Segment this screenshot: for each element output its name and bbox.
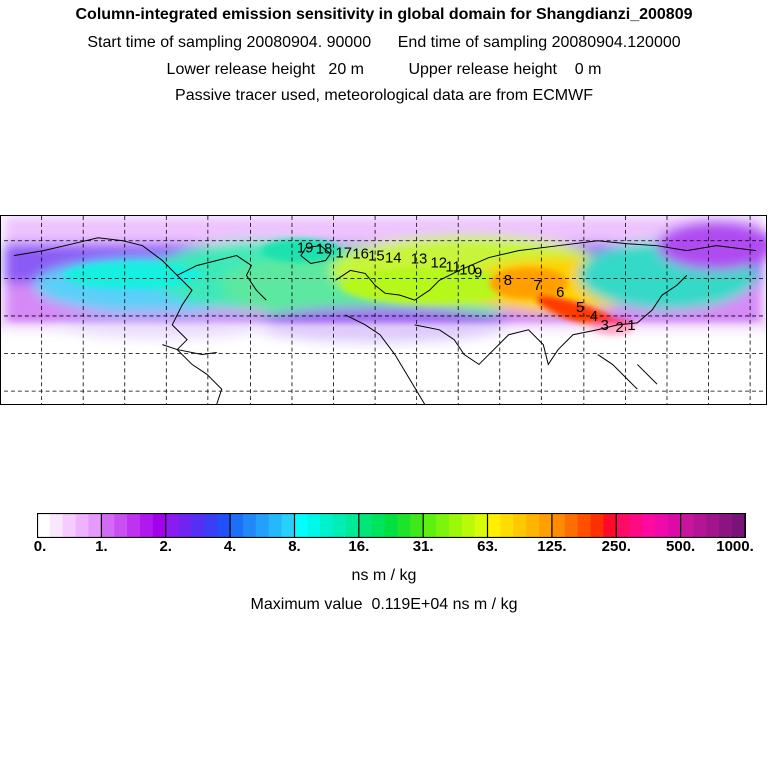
color-scale-swatch: [294, 514, 307, 538]
color-scale-swatch: [269, 514, 282, 538]
color-scale-swatch: [243, 514, 256, 538]
color-scale-swatch: [372, 514, 385, 538]
color-scale-swatch: [333, 514, 346, 538]
color-scale-swatch: [63, 514, 76, 538]
color-scale-swatch: [462, 514, 475, 538]
sampling-time-line: Start time of sampling 20080904. 90000 End time of sampling 20080904.120000: [87, 34, 681, 51]
color-scale-swatch: [500, 514, 513, 538]
color-scale-swatch: [127, 514, 140, 538]
color-scale-swatch: [397, 514, 410, 538]
color-scale-swatch: [88, 514, 101, 538]
trajectory-label-15: 15: [368, 248, 385, 265]
trajectory-label-16: 16: [352, 246, 369, 263]
color-scale-swatch: [385, 514, 398, 538]
color-scale-swatch: [359, 514, 372, 538]
color-scale-swatch: [552, 514, 565, 538]
color-scale-swatch: [475, 514, 488, 538]
trajectory-label-12: 12: [430, 255, 447, 272]
color-scale-swatch: [204, 514, 217, 538]
color-scale-tick-label: 63.: [477, 538, 498, 555]
color-scale-tick-label: 31.: [412, 538, 434, 555]
maximum-value-note: Maximum value 0.119E+04 ns m / kg: [250, 596, 518, 613]
color-scale-bar: [37, 513, 746, 538]
tracer-info-line: Passive tracer used, meteorological data are from ECMWF: [175, 87, 593, 104]
color-scale-tick-label: 4.: [223, 538, 237, 555]
color-scale-swatch: [719, 514, 732, 538]
trajectory-label-14: 14: [384, 250, 402, 267]
color-scale-tick-label: 0.: [33, 538, 47, 555]
trajectory-label-17: 17: [335, 245, 353, 262]
plot-title: Column-integrated emission sensitivity in global domain for Shangdianzi_200809: [75, 6, 693, 23]
color-scale-swatch: [140, 514, 153, 538]
color-scale-tick-label: 125.: [537, 538, 567, 555]
color-scale-tick-label: 2.: [159, 538, 172, 555]
color-scale-tick-label: 8.: [288, 538, 301, 555]
color-scale-swatch: [681, 514, 694, 538]
trajectory-label-18: 18: [315, 241, 333, 258]
color-scale-swatch: [655, 514, 668, 538]
color-scale-swatch: [166, 514, 179, 538]
trajectory-label-19: 19: [296, 240, 314, 257]
color-scale-swatch: [565, 514, 578, 538]
color-scale-swatch: [603, 514, 616, 538]
color-scale-swatch: [591, 514, 604, 538]
trajectory-label-3: 3: [600, 317, 609, 334]
color-scale-swatch: [578, 514, 591, 538]
color-scale-swatch: [191, 514, 204, 538]
color-scale-swatch: [668, 514, 681, 538]
color-scale-swatch: [230, 514, 243, 538]
color-scale-swatch: [629, 514, 642, 538]
trajectory-label-8: 8: [503, 273, 512, 290]
emission-sensitivity-map: [0, 215, 767, 405]
trajectory-label-10: 10: [459, 262, 476, 279]
color-scale-swatch: [616, 514, 629, 538]
color-scale-swatch: [642, 514, 655, 538]
color-scale-swatch: [114, 514, 127, 538]
color-scale-swatch: [307, 514, 320, 538]
color-scale-tick-label: 16.: [348, 538, 370, 555]
trajectory-label-7: 7: [533, 278, 542, 295]
trajectory-label-5: 5: [575, 299, 585, 316]
color-scale-tick-label: 1.: [95, 538, 108, 555]
color-scale-tick-label: 1000.: [716, 538, 754, 555]
color-scale-swatch: [488, 514, 501, 538]
color-scale-swatch: [694, 514, 707, 538]
color-scale-swatch: [217, 514, 230, 538]
release-height-line: Lower release height 20 m Upper release height 0 m: [166, 61, 602, 78]
color-scale-swatch: [346, 514, 359, 538]
color-scale-swatch: [423, 514, 436, 538]
color-scale-swatch: [101, 514, 114, 538]
color-scale-swatch: [37, 514, 50, 538]
color-scale-tick-label: 500.: [666, 538, 696, 555]
trajectory-label-9: 9: [474, 265, 483, 282]
color-scale-swatch: [449, 514, 462, 538]
color-scale-tick-label: 250.: [601, 538, 631, 555]
color-scale-swatch: [76, 514, 89, 538]
trajectory-label-13: 13: [410, 251, 428, 268]
trajectory-label-11: 11: [445, 259, 461, 276]
color-scale-swatch: [50, 514, 63, 538]
color-scale-units: ns m / kg: [351, 567, 417, 584]
color-scale-swatch: [179, 514, 192, 538]
color-scale-swatch: [436, 514, 449, 538]
color-scale-swatch: [256, 514, 269, 538]
trajectory-label-4: 4: [589, 308, 599, 325]
color-scale-swatch: [513, 514, 526, 538]
trajectory-label-2: 2: [615, 319, 624, 336]
color-scale-swatch: [539, 514, 552, 538]
color-scale-swatch: [706, 514, 719, 538]
color-scale-swatch: [153, 514, 166, 538]
color-scale-swatch: [320, 514, 333, 538]
color-scale-swatch: [526, 514, 539, 538]
color-scale-swatch: [410, 514, 423, 538]
trajectory-label-6: 6: [556, 285, 565, 302]
color-scale-swatch: [282, 514, 295, 538]
color-scale-swatch: [732, 514, 745, 538]
trajectory-label-1: 1: [627, 317, 636, 334]
